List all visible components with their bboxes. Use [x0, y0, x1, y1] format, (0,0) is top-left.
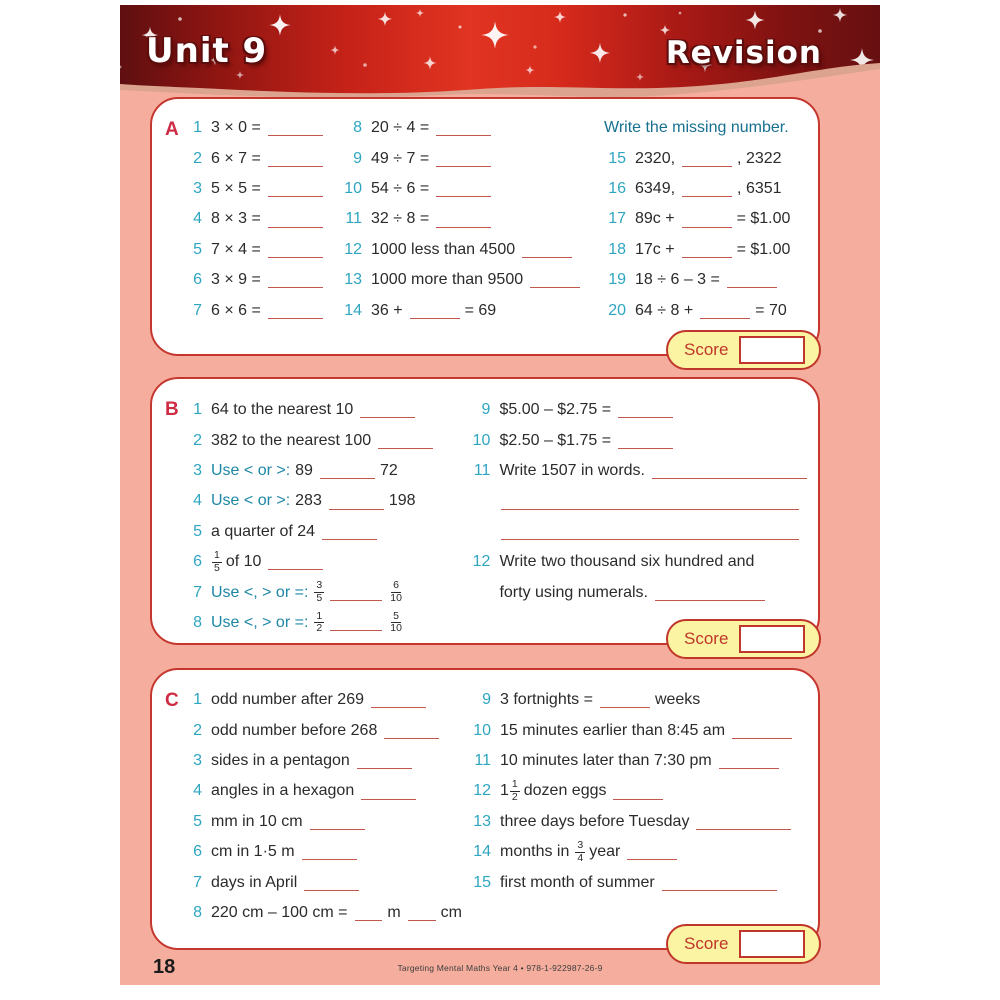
question-number: 6: [193, 843, 202, 861]
question-number: 3: [193, 461, 202, 479]
answer-line: [268, 317, 323, 319]
answer-line: [320, 477, 375, 479]
problem-text: sides in a pentagon: [211, 751, 350, 769]
section-a-panel: [150, 97, 820, 359]
problem-row: [178, 143, 338, 173]
question-number: 10: [472, 431, 491, 449]
problem-text: 20 ÷ 4 =: [371, 119, 430, 137]
fraction: $\frac{1}{2}$: [316, 609, 323, 635]
answer-line: [371, 706, 426, 708]
problem-text: 64 to the nearest 10: [211, 401, 354, 419]
question-number: 12: [344, 240, 362, 258]
question-number: 9: [482, 691, 491, 709]
problem-text: $5.00 – $2.75 =: [499, 401, 612, 419]
problem-text: forty using numerals.: [499, 583, 648, 601]
problem-text: first month of summer: [500, 873, 655, 891]
problem-row: [338, 295, 602, 325]
problem-row: [466, 517, 812, 547]
problem-text: 36 +: [371, 301, 403, 319]
answer-line: [436, 165, 491, 167]
problem-text: 3 × 0 =: [211, 119, 261, 137]
answer-line: [732, 737, 792, 739]
worksheet-paper: [120, 5, 880, 985]
question-number: 14: [344, 301, 362, 319]
problem-row: [338, 204, 602, 234]
problem-row: [338, 113, 602, 143]
problem-row: [178, 577, 466, 607]
problem-text: 198: [388, 492, 416, 510]
problem-text: 89c +: [635, 210, 675, 228]
problem-row: [467, 685, 812, 715]
answer-line: [600, 706, 650, 708]
answer-line: [627, 858, 677, 860]
answer-line: [355, 919, 383, 921]
question-number: 7: [193, 873, 202, 891]
problem-text: 6349,: [635, 179, 676, 197]
answer-line: [682, 195, 732, 197]
answer-line: [384, 737, 439, 739]
problem-text: 382 to the nearest 100: [211, 431, 372, 449]
answer-line: [330, 629, 382, 631]
problem-row: [178, 295, 338, 325]
problem-row: [467, 715, 812, 745]
problem-text: days in April: [211, 873, 298, 891]
question-number: 2: [193, 721, 202, 739]
question-number: 6: [193, 553, 202, 571]
question-number: 3: [193, 179, 202, 197]
answer-line: [530, 286, 580, 288]
question-number: 13: [344, 271, 362, 289]
question-number: 9: [353, 149, 362, 167]
answer-line: [501, 508, 799, 510]
fraction: $\frac{5}{10}$: [390, 609, 402, 635]
problem-row: [178, 776, 467, 806]
question-number: 7: [193, 301, 202, 319]
problem-column: [466, 395, 812, 638]
answer-line: [360, 416, 415, 418]
question-number: 12: [472, 553, 491, 571]
section-b-letter: B: [165, 399, 179, 420]
problem-row: [178, 898, 467, 928]
answer-line: [662, 889, 777, 891]
answer-line: [682, 226, 732, 228]
answer-line: [330, 599, 382, 601]
page-number: 18: [153, 956, 176, 978]
problem-text: m: [387, 903, 401, 921]
score-input-box: [739, 930, 805, 958]
problem-column: [602, 113, 812, 326]
problem-text: 15 minutes earlier than 8:45 am: [500, 721, 726, 739]
problem-row: [602, 235, 812, 265]
problem-text: 6 × 7 =: [211, 149, 261, 167]
score-box-b: [666, 619, 821, 659]
problem-row: [466, 456, 812, 486]
problem-text: Use <, > or =:: [211, 583, 309, 601]
problem-text: = $1.00: [736, 240, 791, 258]
question-number: 8: [193, 613, 202, 631]
fraction: $\frac{3}{4}$: [577, 839, 584, 864]
problem-row: [467, 776, 812, 806]
score-label: Score: [684, 934, 729, 953]
problem-text: Write 1507 in words.: [499, 461, 645, 479]
answer-line: [361, 798, 416, 800]
problem-text: , 2322: [737, 149, 782, 167]
problem-row: [466, 547, 812, 577]
answer-line: [268, 568, 323, 570]
problem-column: [178, 113, 338, 326]
problem-row: [178, 517, 466, 547]
question-number: 8: [193, 903, 202, 921]
problem-text: 3 × 9 =: [211, 271, 261, 289]
question-number: 20: [608, 301, 626, 319]
answer-line: [727, 286, 777, 288]
answer-line: [682, 256, 732, 258]
problem-row: [178, 715, 467, 745]
problem-row: [178, 867, 467, 897]
answer-line: [268, 165, 323, 167]
answer-line: [357, 767, 412, 769]
answer-line: [268, 226, 323, 228]
problem-row: [602, 143, 812, 173]
score-box-c: [666, 924, 821, 964]
question-number: 2: [193, 149, 202, 167]
answer-line: [408, 919, 436, 921]
problem-text: of 10: [225, 553, 262, 571]
answer-line: [655, 599, 765, 601]
section-a-columns: [152, 99, 818, 326]
problem-row: [178, 265, 338, 295]
problem-row: [178, 204, 338, 234]
score-label: Score: [684, 340, 729, 359]
answer-line: [436, 226, 491, 228]
problem-row: [178, 425, 466, 455]
problem-text: 10 minutes later than 7:30 pm: [500, 751, 712, 769]
problem-text: 89: [295, 461, 313, 479]
answer-line: [682, 165, 732, 167]
question-number: 10: [344, 179, 362, 197]
problem-row: [338, 143, 602, 173]
problem-text: 17c +: [635, 240, 675, 258]
problem-text: Use < or >:: [211, 461, 291, 479]
problem-text: 220 cm – 100 cm =: [211, 903, 348, 921]
question-number: 5: [193, 812, 202, 830]
problem-row: [178, 113, 338, 143]
question-number: 4: [193, 492, 202, 510]
question-number: 16: [608, 179, 626, 197]
problem-row: [338, 235, 602, 265]
problem-text: 18 ÷ 6 – 3 =: [635, 271, 720, 289]
problem-text: cm in 1·5 m: [211, 843, 295, 861]
fraction: $\frac{1}{5}$: [214, 549, 220, 574]
revision-title: Revision: [665, 35, 822, 71]
answer-line: [696, 828, 791, 830]
question-number: 2: [193, 431, 202, 449]
answer-line: [322, 538, 377, 540]
question-number: 1: [193, 401, 202, 419]
problem-row: [178, 547, 466, 577]
problem-text: weeks: [654, 691, 701, 709]
problem-text: 7 × 4 =: [211, 240, 261, 258]
answer-line: [304, 889, 359, 891]
mixed-number: 1 $\frac{1}{2}$: [500, 778, 518, 803]
problem-text: a quarter of 24: [211, 522, 316, 540]
problem-text: = $1.00: [736, 210, 791, 228]
score-label: Score: [684, 629, 729, 648]
column-instruction: Write the missing number.: [604, 119, 789, 137]
question-number: 6: [193, 271, 202, 289]
problem-text: = 70: [755, 301, 787, 319]
question-number: 9: [481, 401, 491, 419]
problem-text: Write two thousand six hundred and: [499, 553, 755, 571]
question-number: 1: [193, 119, 202, 137]
question-number: 10: [473, 721, 491, 739]
problem-text: $2.50 – $1.75 =: [499, 431, 612, 449]
problem-row: [467, 746, 812, 776]
problem-text: 72: [379, 461, 398, 479]
problem-row: [178, 685, 467, 715]
problem-row: [466, 577, 812, 607]
answer-line: [436, 134, 491, 136]
answer-line: [378, 447, 433, 449]
problem-row: [467, 867, 812, 897]
problem-row: [338, 265, 602, 295]
section-a-letter: A: [165, 119, 179, 140]
problem-text: 2320,: [635, 149, 676, 167]
answer-line: [329, 508, 384, 510]
book-imprint: Targeting Mental Maths Year 4 • 978-1-922987-26-9: [397, 963, 603, 973]
question-number: 15: [608, 149, 626, 167]
section-c-panel: [150, 668, 820, 953]
problem-column: [178, 685, 467, 928]
answer-line: [302, 858, 357, 860]
problem-text: 54 ÷ 6 =: [371, 179, 430, 197]
score-box-a: [666, 330, 821, 370]
problem-row: [466, 395, 812, 425]
section-b-panel: [150, 377, 820, 648]
question-number: 11: [345, 210, 362, 228]
question-number: 7: [193, 583, 202, 601]
problem-column: [178, 395, 466, 638]
problem-text: angles in a hexagon: [211, 782, 355, 800]
problem-text: 3 fortnights =: [500, 691, 593, 709]
answer-line: [436, 195, 491, 197]
problem-text: year: [589, 843, 621, 861]
question-number: 4: [193, 210, 202, 228]
fraction: $\frac{3}{5}$: [316, 579, 323, 605]
problem-text: 49 ÷ 7 =: [371, 149, 430, 167]
question-number: 17: [608, 210, 626, 228]
problem-row: [338, 174, 602, 204]
question-number: 8: [353, 119, 362, 137]
problem-text: Use <, > or =:: [211, 613, 309, 631]
problem-text: 32 ÷ 8 =: [371, 210, 430, 228]
problem-text: mm in 10 cm: [211, 812, 303, 830]
score-input-box: [739, 336, 805, 364]
problem-row: [466, 486, 812, 516]
question-number: 11: [474, 751, 491, 769]
question-number: 1: [193, 691, 202, 709]
score-input-box: [739, 625, 805, 653]
section-c-columns: [152, 670, 818, 928]
question-number: 11: [473, 461, 491, 479]
header-banner: [120, 5, 880, 101]
question-number: 4: [193, 782, 202, 800]
problem-text: 1000 more than 9500: [371, 271, 524, 289]
question-number: 18: [608, 240, 626, 258]
problem-text: months in: [500, 843, 570, 861]
answer-line: [410, 317, 460, 319]
problem-row: [602, 265, 812, 295]
problem-text: , 6351: [737, 179, 782, 197]
problem-row: [178, 746, 467, 776]
answer-line: [310, 828, 365, 830]
question-number: 5: [193, 522, 202, 540]
problem-row: [602, 295, 812, 325]
question-number: 3: [193, 751, 202, 769]
answer-line: [652, 477, 807, 479]
problem-text: odd number after 269: [211, 691, 364, 709]
problem-text: 1000 less than 4500: [371, 240, 516, 258]
problem-row: [178, 486, 466, 516]
answer-line: [268, 195, 323, 197]
question-number: 19: [608, 271, 626, 289]
answer-line: [618, 447, 673, 449]
problem-text: 5 × 5 =: [211, 179, 261, 197]
problem-row: [178, 174, 338, 204]
fraction: $\frac{1}{2}$: [511, 778, 518, 803]
problem-text: 6 × 6 =: [211, 301, 261, 319]
problem-text: odd number before 268: [211, 721, 378, 739]
fraction: $\frac{6}{10}$: [390, 579, 402, 605]
answer-line: [618, 416, 673, 418]
problem-row: [178, 235, 338, 265]
question-number: 15: [473, 873, 491, 891]
problem-column: [338, 113, 602, 326]
problem-row: [178, 807, 467, 837]
unit-title: Unit 9: [146, 31, 268, 71]
problem-column: [467, 685, 812, 928]
problem-text: 283: [295, 492, 322, 510]
problem-row: [467, 837, 812, 867]
problem-text: = 69: [464, 301, 497, 319]
question-number: 5: [193, 240, 202, 258]
problem-row: [602, 174, 812, 204]
answer-line: [501, 538, 799, 540]
question-number: 13: [473, 812, 491, 830]
problem-text: Use < or >:: [211, 492, 291, 510]
answer-line: [700, 317, 750, 319]
problem-row: [178, 608, 466, 638]
problem-row: [178, 395, 466, 425]
answer-line: [268, 134, 323, 136]
section-c-letter: C: [165, 690, 179, 711]
problem-row: [467, 807, 812, 837]
problem-row: [178, 837, 467, 867]
problem-text: 64 ÷ 8 +: [635, 301, 694, 319]
answer-line: [719, 767, 779, 769]
problem-row: [178, 456, 466, 486]
problem-row: [466, 425, 812, 455]
problem-text: 8 × 3 =: [211, 210, 261, 228]
question-number: 14: [473, 843, 491, 861]
question-number: 12: [473, 782, 491, 800]
answer-line: [268, 256, 323, 258]
answer-line: [522, 256, 572, 258]
section-b-columns: [152, 379, 818, 638]
problem-text: three days before Tuesday: [500, 812, 690, 830]
answer-line: [613, 798, 663, 800]
problem-text: cm: [440, 903, 462, 921]
answer-line: [268, 286, 323, 288]
problem-text: dozen eggs: [523, 782, 607, 800]
problem-row: [602, 204, 812, 234]
